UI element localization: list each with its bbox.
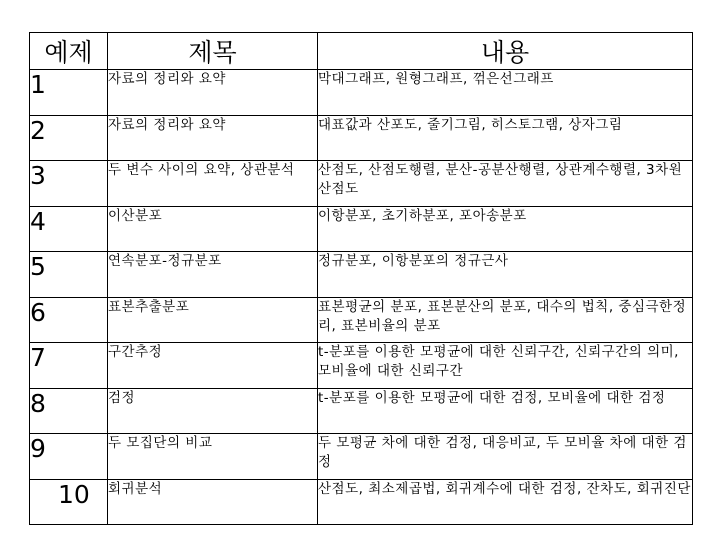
row-title: 자료의 정리와 요약 — [108, 115, 318, 161]
row-content: t-분포를 이용한 모평균에 대한 신뢰구간, 신뢰구간의 의미, 모비율에 대한 신뢰구간 — [318, 343, 693, 389]
row-number: 2 — [30, 115, 108, 161]
row-number: 1 — [30, 70, 108, 116]
row-title: 검정 — [108, 388, 318, 434]
row-title: 회귀분석 — [108, 479, 318, 525]
table-row — [30, 343, 693, 389]
row-title: 이산분포 — [108, 206, 318, 252]
table-row — [30, 388, 693, 434]
row-title: 두 변수 사이의 요약, 상관분석 — [108, 161, 318, 207]
row-content: 막대그래프, 원형그래프, 꺾은선그래프 — [318, 70, 693, 116]
row-title: 연속분포-정규분포 — [108, 252, 318, 298]
row-content: 산점도, 산점도행렬, 분산-공분산행렬, 상관계수행렬, 3차원 산점도 — [318, 161, 693, 207]
row-content: t-분포를 이용한 모평균에 대한 검정, 모비율에 대한 검정 — [318, 388, 693, 434]
row-number: 5 — [30, 252, 108, 298]
row-content: 표본평균의 분포, 표본분산의 분포, 대수의 법칙, 중심극한정리, 표본비율의 분포 — [318, 297, 693, 343]
row-number: 8 — [30, 388, 108, 434]
row-content: 이항분포, 초기하분포, 포아송분포 — [318, 206, 693, 252]
header-row — [30, 33, 693, 70]
row-number: 6 — [30, 297, 108, 343]
header-content: 내용 — [318, 33, 693, 70]
table-row — [30, 252, 693, 298]
row-number: 10 — [30, 479, 108, 525]
row-content: 산점도, 최소제곱법, 회귀계수에 대한 검정, 잔차도, 회귀진단 — [318, 479, 693, 525]
row-content: 정규분포, 이항분포의 정규근사 — [318, 252, 693, 298]
table-row — [30, 479, 693, 525]
table-row — [30, 70, 693, 116]
header-title: 제목 — [108, 33, 318, 70]
table-row — [30, 434, 693, 480]
row-title: 두 모집단의 비교 — [108, 434, 318, 480]
table-row — [30, 206, 693, 252]
row-number: 9 — [30, 434, 108, 480]
table-row — [30, 161, 693, 207]
row-number: 4 — [30, 206, 108, 252]
header-example: 예제 — [30, 33, 108, 70]
row-title: 구간추정 — [108, 343, 318, 389]
row-content: 두 모평균 차에 대한 검정, 대응비교, 두 모비율 차에 대한 검정 — [318, 434, 693, 480]
row-number: 3 — [30, 161, 108, 207]
row-number: 7 — [30, 343, 108, 389]
row-content: 대표값과 산포도, 줄기그림, 히스토그램, 상자그림 — [318, 115, 693, 161]
row-title: 자료의 정리와 요약 — [108, 70, 318, 116]
row-title: 표본추출분포 — [108, 297, 318, 343]
table-row — [30, 297, 693, 343]
table-row — [30, 115, 693, 161]
examples-table — [29, 32, 693, 525]
